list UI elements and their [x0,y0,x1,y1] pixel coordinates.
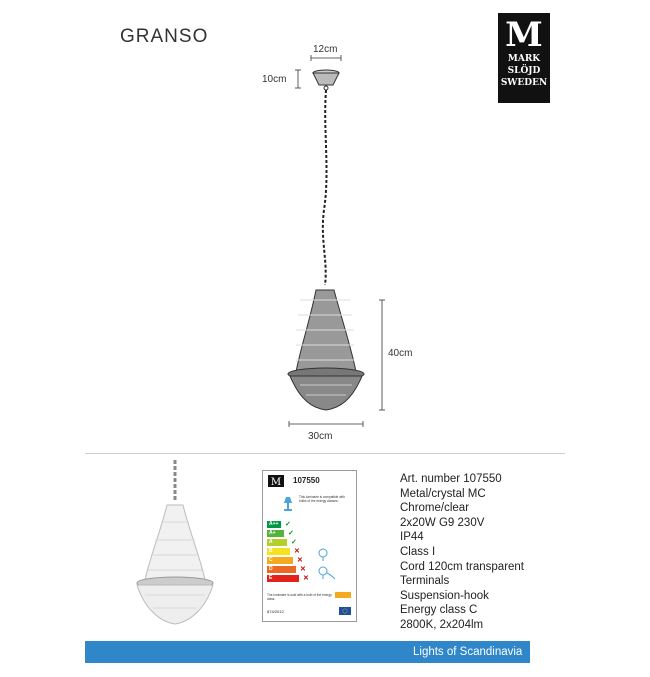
dimension-body-width: 30cm [308,431,333,442]
lamp-icon [281,495,295,511]
energy-note-compatible: This luminaire is compatible with bulbs of the energy classes: [299,495,345,503]
energy-class-bar: A+ [267,530,284,537]
energy-class-marker [335,592,351,598]
energy-class-bar: D [267,566,296,573]
spec-line: 2800K, 2x204lm [400,618,484,631]
spec-line: 2x20W G9 230V [400,516,485,529]
brand-mark-icon [268,475,284,487]
eu-flag-icon [339,607,351,615]
cross-icon: ✕ [303,575,309,582]
dimension-body-height: 40cm [388,348,413,359]
spec-line: Energy class C [400,604,478,617]
spec-line: IP44 [400,531,424,544]
crystal-body-shape [288,290,364,410]
product-title: GRANSO [120,26,209,47]
canopy-shape [313,70,339,90]
cross-icon: ✕ [300,566,306,573]
logo-word: SLÖJD [507,66,541,76]
spec-line: Class I [400,545,436,558]
check-icon: ✓ [288,530,294,537]
energy-regulation: 874/2012 [267,609,284,614]
cross-icon: ✕ [294,548,300,555]
spec-line: Chrome/clear [400,502,470,515]
product-photo [125,460,225,632]
energy-art-number: 107550 [293,476,320,485]
check-icon: ✓ [285,521,291,528]
bulb-icons [315,545,337,583]
dimension-top-width: 12cm [313,44,338,55]
spec-line: Metal/crystal MC [400,487,486,500]
svg-text:M: M [270,477,282,487]
logo-mark: M [505,15,543,55]
spec-line: Terminals [400,575,450,588]
logo-word: SWEDEN [500,78,548,88]
section-divider [85,453,565,454]
energy-class-bar: A++ [267,521,281,528]
check-icon: ✓ [291,539,297,546]
energy-class-bar: B [267,548,290,555]
logo-word: MARK [507,54,541,64]
energy-class-bar: A [267,539,287,546]
spec-line: Art. number 107550 [400,473,502,485]
dimension-top-height: 10cm [262,74,287,85]
specification-list [400,472,524,633]
chain-shape [323,90,327,285]
energy-label [262,470,357,622]
spec-line: Suspension-hook [400,589,489,602]
energy-class-bar: E [267,575,299,582]
footer-bar [85,641,530,663]
energy-class-bar: C [267,557,293,564]
energy-note-sold: The luminaire is sold with a bulb of the energy class: [267,593,332,601]
footer-text: Lights of Scandinavia [413,646,523,658]
spec-line: Cord 120cm transparent [400,560,525,573]
cross-icon: ✕ [297,557,303,564]
